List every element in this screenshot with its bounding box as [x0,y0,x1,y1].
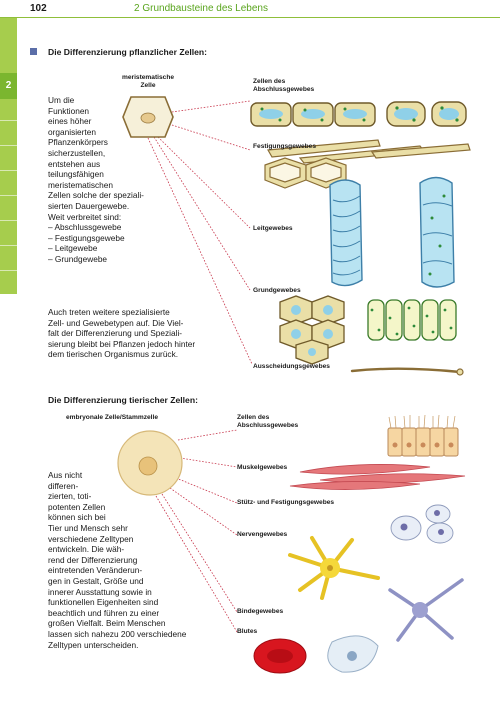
plant-ground-tissue [280,296,456,364]
label-muscle: Muskelgewebes [237,464,288,471]
neuron-nucleus [327,565,333,571]
section-marker [30,48,37,55]
label-blood: Blutes [237,628,258,635]
label-nerve: Nervengewebes [237,531,288,538]
muscle-fibres [290,464,465,489]
label-plant-secretory: Ausscheidungsgewebes [253,363,330,370]
label-plant-vascular: Leitgewebes [253,225,293,232]
label-animal-epithelium: Zellen des Abschlussgewebes [237,414,299,429]
stem-cell-label: embryonale Zelle/Stammzelle [66,414,158,421]
animal-section-title: Die Differenzierung tierischer Zellen: [48,395,198,405]
label-plant-ground: Grundgewebes [253,287,301,294]
animal-epithelium [388,428,458,456]
plant-section-title: Die Differenzierung pflanzlicher Zellen: [48,47,208,57]
connective-cell-body [412,602,428,618]
label-plant-epidermis: Zellen des Abschlussgewebes [253,78,315,93]
red-blood-cell-center [267,649,293,663]
cilia [389,415,455,428]
plant-intro-text: Um die Funktionen eines höher organisierten Pflanzenkörpers sicherzustellen, entstehen aus teilungsfähigen meristematischen Zellen solche der speziali- sierten Dauergewebe. Weit verbreitet sind: – Abschlussgewebe – Festigungsgewebe – Leitgewebe – Grundgewebe [48,95,144,264]
plant-secretory-tissue [352,369,463,375]
label-support-tissue: Stütz- und Festigungsgewebes [237,499,335,506]
animal-text: Aus nicht differen- zierten, toti- potenten Zellen können sich bei Tier und Mensch sehr verschiedene Zelltypen entwickeln. Die wäh- rend der Differenzierung eintretenden Veränderun- gen in Gestalt, Größe und innerer Ausstattung sowie in funktionellen Eigenheiten sind beachtlich und führen zu einer großen Vielfalt. Beim Menschen lassen sich nahezu 200 verschiedene Zelltypen unterscheiden. [48,470,187,650]
meristem-cell-label: meristematische Zelle [121,74,175,89]
chapter-title: 2 Grundbausteine des Lebens [134,3,268,14]
white-blood-cell-nucleus [347,651,357,661]
support-tissue-cells [391,505,453,543]
plant-epidermis-cells [251,102,466,126]
plant-vascular-tissue [330,178,454,288]
plant-outro-text: Auch treten weitere spezialisierte Zell- und Gewebetypen auf. Die Viel- falt der Differenzierung und Speziali- sierung bleibt bei Pflanzen jedoch hinter dem tierischen Organismus zurück. [48,307,196,360]
label-plant-support: Festigungsgewebes [253,143,317,150]
chapter-tab: 2 [0,73,17,99]
page-number: 102 [30,3,47,14]
label-connective: Bindegewebes [237,608,284,615]
